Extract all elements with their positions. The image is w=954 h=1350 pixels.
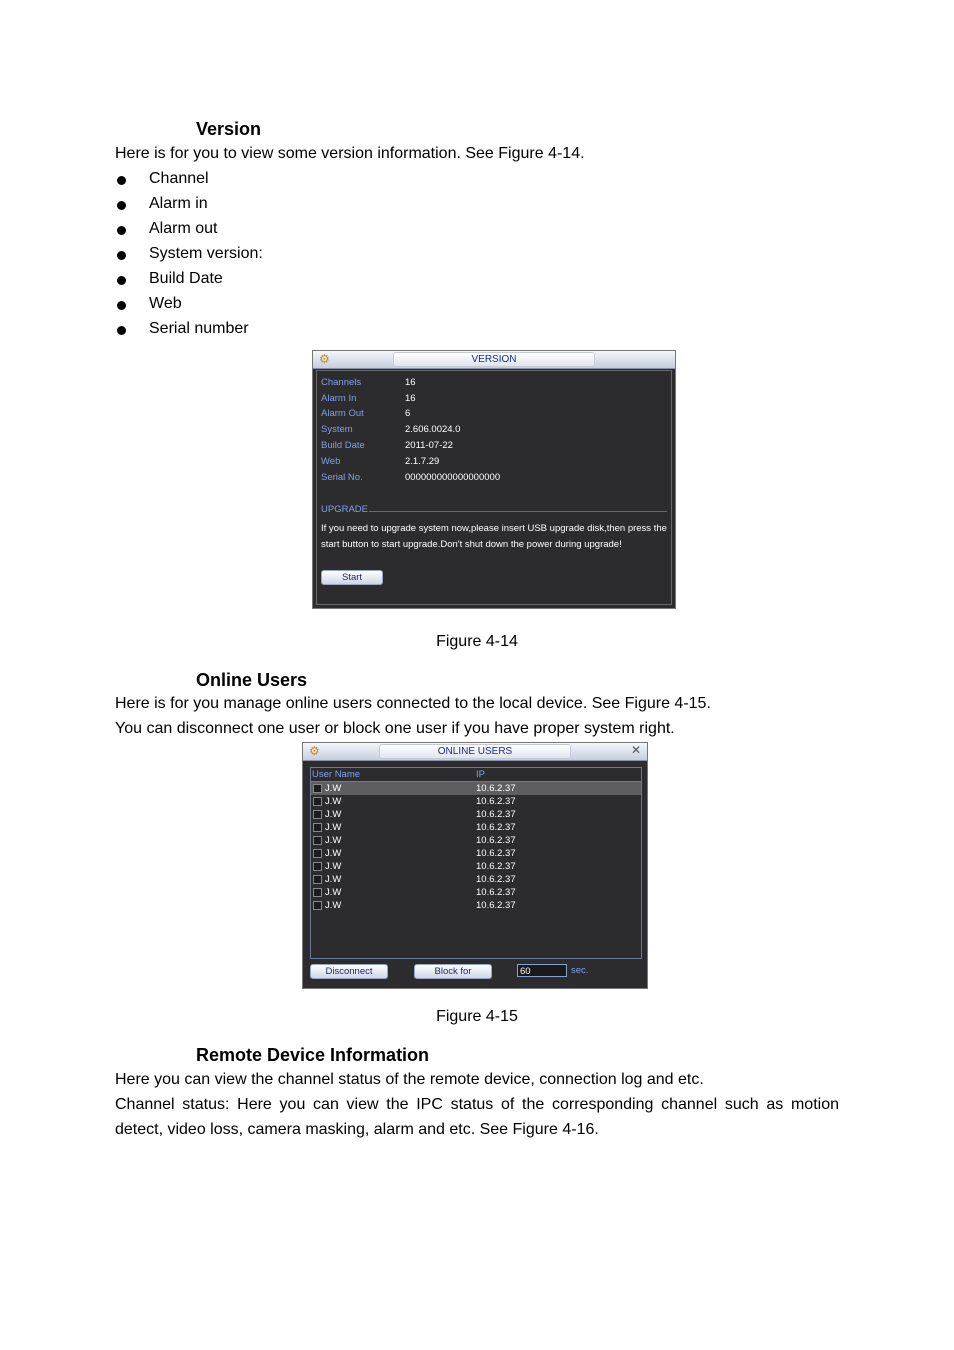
version-dialog (312, 350, 676, 609)
row-checkbox[interactable] (313, 849, 322, 858)
row-checkbox[interactable] (313, 836, 322, 845)
dialog-titlebar (313, 351, 675, 369)
info-value: 16 (405, 393, 416, 404)
bullet-text: Alarm out (149, 220, 218, 237)
user-name: J.W (325, 887, 342, 898)
row-checkbox[interactable] (313, 797, 322, 806)
user-name: J.W (325, 822, 342, 833)
start-button[interactable]: Start (321, 570, 383, 585)
user-name: J.W (325, 900, 342, 911)
user-name: J.W (325, 796, 342, 807)
bullet-icon (117, 201, 126, 210)
info-label: Alarm In (321, 393, 357, 404)
bullet-text: Web (149, 295, 182, 312)
upgrade-divider (369, 511, 667, 512)
column-header-user: User Name (312, 769, 361, 780)
upgrade-label: UPGRADE (321, 504, 368, 515)
bullet-text: System version: (149, 245, 263, 262)
user-name: J.W (325, 848, 342, 859)
row-checkbox[interactable] (313, 888, 322, 897)
table-row[interactable] (311, 821, 641, 834)
online-users-intro: Here is for you manage online users connected to the local device. See Figure 4-15. (115, 695, 711, 712)
row-checkbox[interactable] (313, 810, 322, 819)
user-ip: 10.6.2.37 (476, 822, 516, 833)
bullet-icon (117, 326, 126, 335)
bullet-icon (117, 226, 126, 235)
bullet-icon (117, 276, 126, 285)
version-panel (316, 370, 672, 605)
bullet-icon (117, 251, 126, 260)
table-row[interactable] (311, 808, 641, 821)
figure-caption: Figure 4-15 (436, 1008, 518, 1025)
dialog-title: VERSION (393, 352, 595, 367)
upgrade-text: If you need to upgrade system now,please insert USB upgrade disk,then press the start button to start upgrade.Don't shut down the power during upgrade! (321, 523, 667, 550)
user-ip: 10.6.2.37 (476, 809, 516, 820)
channel-status-text-cont: detect, video loss, camera masking, alarm and etc. See Figure 4-16. (115, 1121, 599, 1138)
info-value: 000000000000000000 (405, 472, 501, 483)
table-row[interactable] (311, 860, 641, 873)
dialog-title: ONLINE USERS (379, 744, 571, 759)
user-ip: 10.6.2.37 (476, 796, 516, 807)
column-header-ip: IP (476, 769, 485, 780)
user-name: J.W (325, 861, 342, 872)
remote-device-heading: Remote Device Information (196, 1045, 430, 1065)
online-users-heading: Online Users (196, 670, 308, 690)
row-checkbox[interactable] (313, 875, 322, 884)
info-label: Web (321, 456, 341, 467)
table-row[interactable] (311, 899, 641, 912)
info-label: Serial No. (321, 472, 363, 483)
info-label: System (321, 424, 353, 435)
row-checkbox[interactable] (313, 784, 322, 793)
user-name: J.W (325, 783, 342, 794)
block-duration-input[interactable]: 60 (517, 964, 567, 977)
user-ip: 10.6.2.37 (476, 835, 516, 846)
online-users-dialog (302, 742, 648, 989)
bullet-text: Serial number (149, 320, 249, 337)
user-ip: 10.6.2.37 (476, 900, 516, 911)
table-row[interactable] (311, 886, 641, 899)
table-row[interactable] (311, 782, 641, 795)
settings-logo-icon: ⚙ (319, 352, 330, 366)
online-users-note: You can disconnect one user or block one user if you have proper system right. (115, 720, 675, 737)
block-for-button[interactable]: Block for (414, 964, 492, 979)
bullet-text: Channel (149, 170, 209, 187)
user-ip: 10.6.2.37 (476, 848, 516, 859)
version-intro: Here is for you to view some version information. See Figure 4-14. (115, 145, 585, 162)
channel-status-text: Channel status: Here you can view the IPC status of the corresponding channel such as motion (115, 1096, 839, 1113)
table-header (311, 768, 641, 782)
row-checkbox[interactable] (313, 823, 322, 832)
info-label: Build Date (321, 440, 365, 451)
remote-device-intro: Here you can view the channel status of the remote device, connection log and etc. (115, 1071, 704, 1088)
info-value: 16 (405, 377, 416, 388)
user-name: J.W (325, 809, 342, 820)
user-ip: 10.6.2.37 (476, 783, 516, 794)
users-table (310, 767, 642, 959)
info-value: 2.1.7.29 (405, 456, 440, 467)
table-row[interactable] (311, 834, 641, 847)
disconnect-button[interactable]: Disconnect (310, 964, 388, 979)
user-ip: 10.6.2.37 (476, 887, 516, 898)
version-heading: Version (196, 119, 262, 139)
bullet-text: Alarm in (149, 195, 208, 212)
user-name: J.W (325, 835, 342, 846)
figure-caption: Figure 4-14 (436, 633, 518, 650)
info-value: 2.606.0024.0 (405, 424, 461, 435)
settings-logo-icon: ⚙ (309, 744, 320, 758)
info-label: Alarm Out (321, 408, 364, 419)
bullet-icon (117, 176, 126, 185)
row-checkbox[interactable] (313, 862, 322, 871)
dialog-titlebar (303, 743, 647, 761)
bullet-text: Build Date (149, 270, 223, 287)
user-ip: 10.6.2.37 (476, 874, 516, 885)
row-checkbox[interactable] (313, 901, 322, 910)
close-icon[interactable]: ✕ (630, 743, 641, 757)
unit-label: sec. (571, 965, 589, 976)
table-row[interactable] (311, 847, 641, 860)
info-value: 2011-07-22 (405, 440, 453, 451)
user-ip: 10.6.2.37 (476, 861, 516, 872)
info-value: 6 (405, 408, 411, 419)
table-row[interactable] (311, 795, 641, 808)
table-row[interactable] (311, 873, 641, 886)
bullet-icon (117, 301, 126, 310)
user-name: J.W (325, 874, 342, 885)
info-label: Channels (321, 377, 362, 388)
